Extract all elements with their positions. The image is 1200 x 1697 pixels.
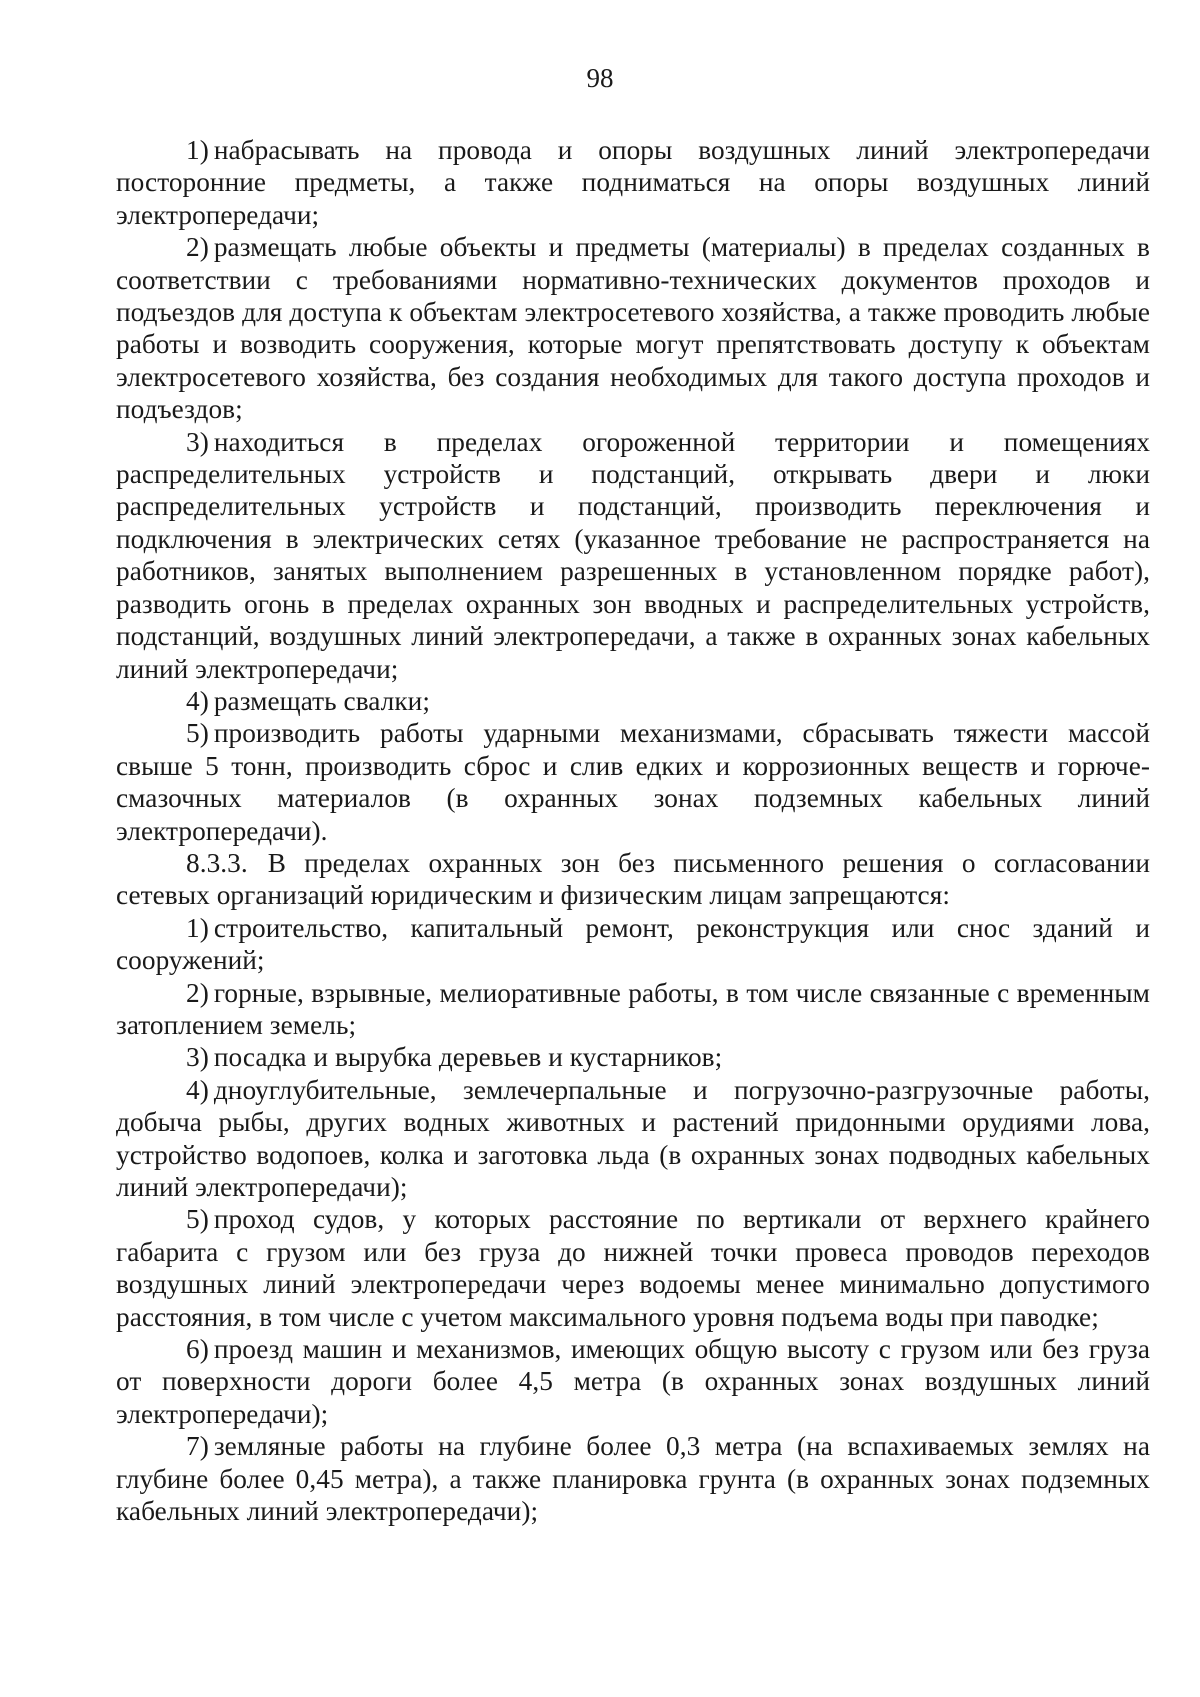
list-item-number: 4) — [186, 685, 209, 716]
list-item — [116, 1041, 1150, 1073]
list-item-text: набрасывать на провода и опоры воздушных линий электропередачи посторонние предметы, а также подниматься на опоры воздушных линий электропередачи; — [116, 135, 1150, 230]
list-item-number: 2) — [186, 232, 209, 263]
list-item-text: проход судов, у которых расстояние по вертикали от верхнего крайнего габарита с грузом или без груза до нижней точки провеса проводов переходов воздушных линий электропередачи через водоемы менее минимально допустимого расстояния, в том числе с учетом максимального уровня подъема воды при паводке; — [116, 1204, 1150, 1332]
list-item-number: 5) — [186, 718, 209, 749]
section-paragraph — [116, 847, 1150, 912]
list-item — [116, 685, 1150, 717]
list-item-text: проезд машин и механизмов, имеющих общую высоту с грузом или без груза от поверхности дороги более 4,5 метра (в охранных зонах воздушных линий электропередачи); — [116, 1334, 1150, 1429]
list-item-text: посадка и вырубка деревьев и кустарников; — [213, 1042, 723, 1073]
list-item-text: дноуглубительные, землечерпальные и погрузочно-разгрузочные работы, добыча рыбы, других водных животных и растений придонными орудиями лова, устройство водопоев, колка и заготовка льда (в охранных зонах подводных кабельных линий электропередачи); — [116, 1074, 1150, 1202]
section-text: В пределах охранных зон без письменного решения о согласовании сетевых организаций юридическим и физическим лицам запрещаются: — [116, 847, 1150, 911]
list-item-number: 4) — [186, 1074, 209, 1105]
list-item — [116, 426, 1150, 685]
list-item-text: производить работы ударными механизмами, сбрасывать тяжести массой свыше 5 тонн, производить сброс и слив едких и коррозионных веществ и горюче-смазочных материалов (в охранных зонах подземных кабельных линий электропередачи). — [116, 718, 1150, 846]
list-item — [116, 1430, 1150, 1527]
list-item-number: 1) — [186, 912, 209, 943]
document-body — [116, 134, 1150, 1527]
list-item-number: 2) — [186, 977, 209, 1008]
list-item-number: 5) — [186, 1204, 209, 1235]
list-item-number: 3) — [186, 1042, 209, 1073]
list-item — [116, 912, 1150, 977]
section-number: 8.3.3. — [186, 847, 248, 878]
list-item — [116, 717, 1150, 847]
page-number: 98 — [586, 63, 614, 93]
list-item-number: 7) — [186, 1431, 209, 1462]
list-item-text: размещать любые объекты и предметы (материалы) в пределах созданных в соответствии с требованиями нормативно-технических документов проходов и подъездов для доступа к объектам электросетевого хозяйства, а также проводить любые работы и возводить сооружения, которые могут препятствовать доступу к объектам электросетевого хозяйства, без создания необходимых для такого доступа проходов и подъездов; — [116, 232, 1150, 425]
list-item-text: горные, взрывные, мелиоративные работы, в том числе связанные с временным затоплением земель; — [116, 977, 1150, 1040]
list-item — [116, 1333, 1150, 1430]
list-item-text: размещать свалки; — [213, 685, 430, 716]
list-item-text: земляные работы на глубине более 0,3 метра (на вспахиваемых землях на глубине более 0,45 метра), а также планировка грунта (в охранных зонах подземных кабельных линий электропередачи); — [116, 1431, 1150, 1527]
list-item — [116, 134, 1150, 231]
list-item — [116, 977, 1150, 1042]
list-item-text: находиться в пределах огороженной территории и помещениях распределительных устройств и подстанций, открывать двери и люки распределительных устройств и подстанций, производить переключения и подключения в электрических сетях (указанное требование не распространяется на работников, занятых выполнением разрешенных в установленном порядке работ), разводить огонь в пределах охранных зон вводных и распределительных устройств, подстанций, воздушных линий электропередачи, а также в охранных зонах кабельных линий электропередачи; — [116, 426, 1150, 684]
list-item-number: 1) — [186, 135, 209, 165]
list-item — [116, 231, 1150, 425]
list-item — [116, 1074, 1150, 1204]
list-item-number: 3) — [186, 426, 209, 457]
list-item-text: строительство, капитальный ремонт, реконструкция или снос зданий и сооружений; — [116, 912, 1150, 976]
list-item-number: 6) — [186, 1334, 209, 1365]
list-item — [116, 1203, 1150, 1333]
